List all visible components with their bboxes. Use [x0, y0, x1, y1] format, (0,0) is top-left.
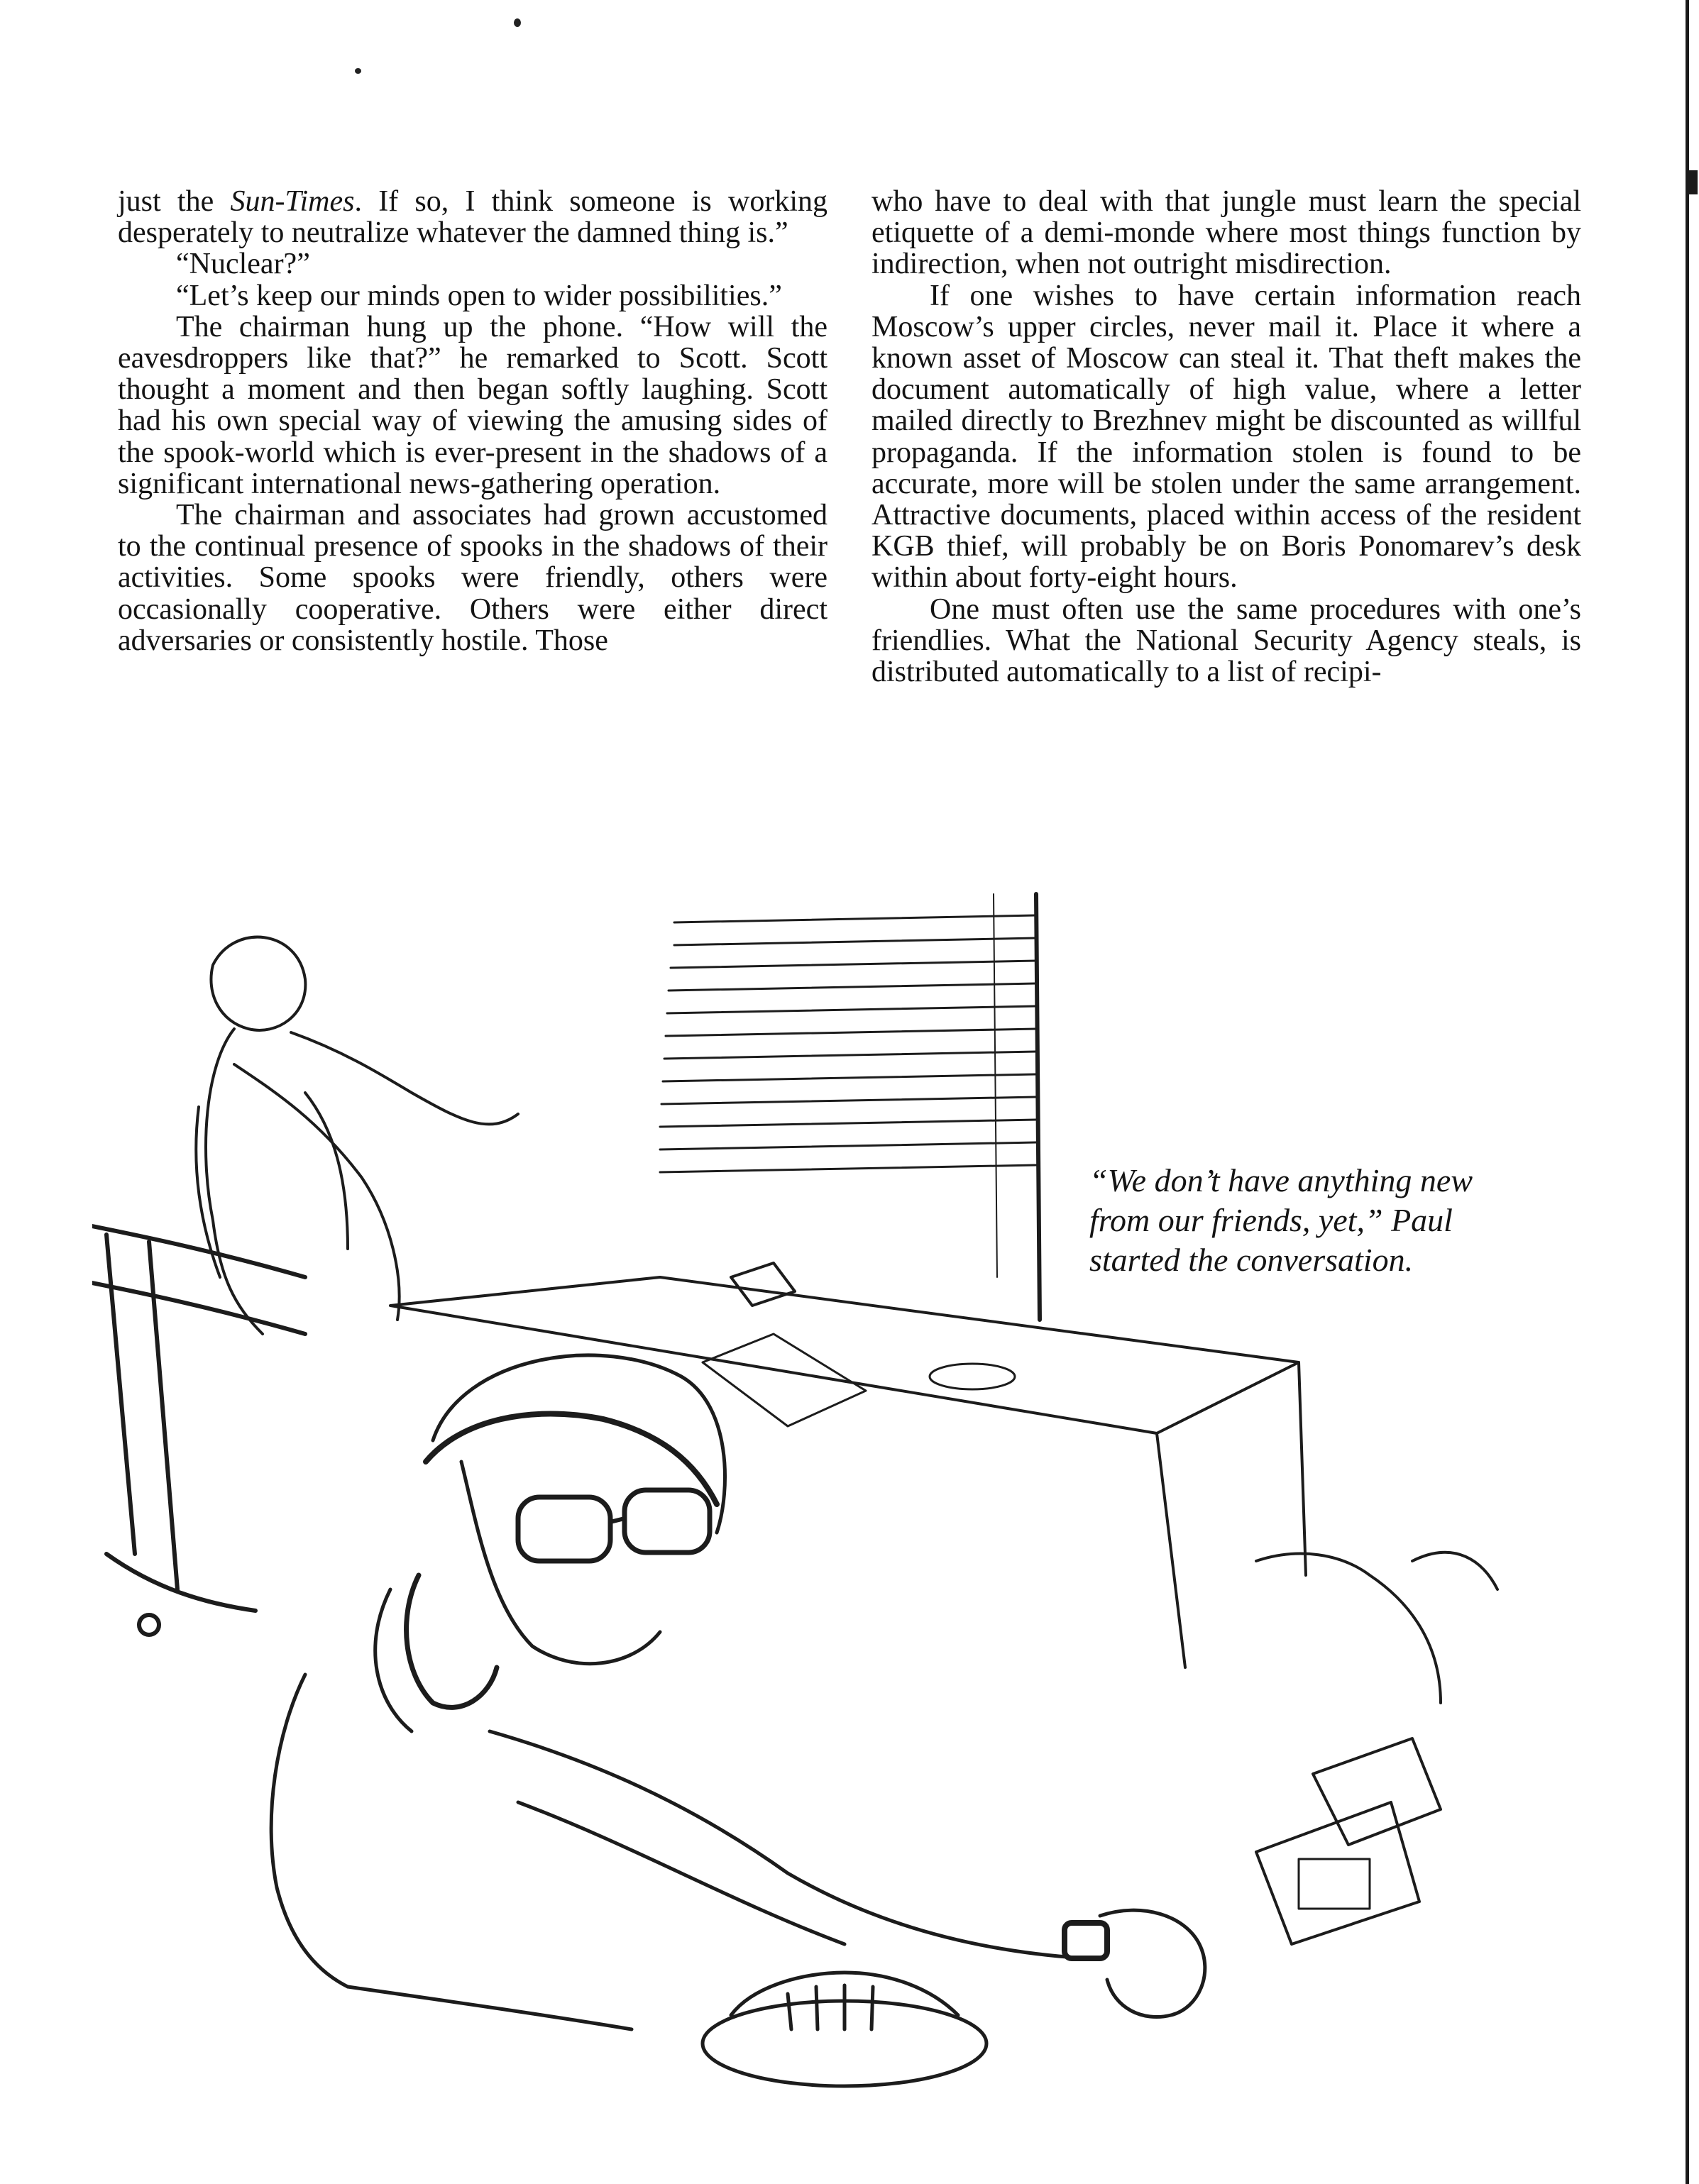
standing-man-figure [196, 937, 518, 1334]
caption-line: “We don’t have anything new [1089, 1162, 1473, 1198]
sketch-illustration [92, 880, 1625, 2157]
caption-line: from our friends, yet,” Paul [1089, 1202, 1453, 1238]
scan-speck [355, 68, 361, 74]
chair [92, 1220, 305, 1635]
caption-line: started the conversation. [1089, 1242, 1414, 1278]
right-text-column [872, 186, 1581, 688]
desk [390, 1263, 1306, 1667]
paragraph: “Let’s keep our minds open to wider possibilities.” [176, 279, 782, 312]
paragraph: The chairman hung up the phone. “How will the eavesdroppers like that?” he remarked to Scott. Scott thought a moment and then began softly laughing. Scott had his own special way of viewing the amusing sides of the spook-world which is ever-present in the shadows of a significant international news-gathering operation. [118, 310, 827, 500]
text-span: just the [118, 185, 231, 218]
paragraph: “Nuclear?” [176, 248, 310, 281]
paragraph: The chairman and associates had grown accustomed to the continual presence of spooks in the shadows of their activities. Some spooks were friendly, others were occasionally cooperative. Others were either direct adversaries or consistently hostile. Those [118, 499, 827, 657]
wastebasket [703, 1973, 986, 2086]
paragraph [118, 186, 827, 248]
paragraph: who have to deal with that jungle must learn the special etiquette of a demi-monde where most things function by indirection, when not outright misdirection. [872, 185, 1581, 281]
newspaper-name: Sun-Times [230, 185, 355, 218]
seated-man-figure [271, 1355, 1205, 2029]
illustration-caption [1089, 1161, 1600, 1280]
scan-edge-mark [1688, 170, 1698, 194]
scan-edge-line [1686, 0, 1689, 2184]
telephone [1256, 1552, 1497, 1944]
paragraph: One must often use the same procedures with one’s friendlies. What the National Security Agency steals, is distributed automatically to a list of recipi- [872, 592, 1581, 689]
text-span: . If so, I think someone is working desperately to neutralize whatever the damned thing is.” [118, 185, 827, 250]
paragraph: If one wishes to have certain information reach Moscow’s upper circles, never mail it. Place it where a known asset of Moscow can steal it. That theft makes the document automatically of high value, where a letter mailed directly to Brezhnev might be discounted as willful propaganda. If the information stolen is found to be accurate, more will be stolen under the same arrangement. Attractive documents, placed within access of the resident KGB thief, will probably be on Boris Ponomarev’s desk within about forty-eight hours. [872, 279, 1581, 595]
scan-speck [514, 18, 521, 27]
left-text-column [118, 186, 827, 656]
window-blinds [660, 894, 1040, 1320]
